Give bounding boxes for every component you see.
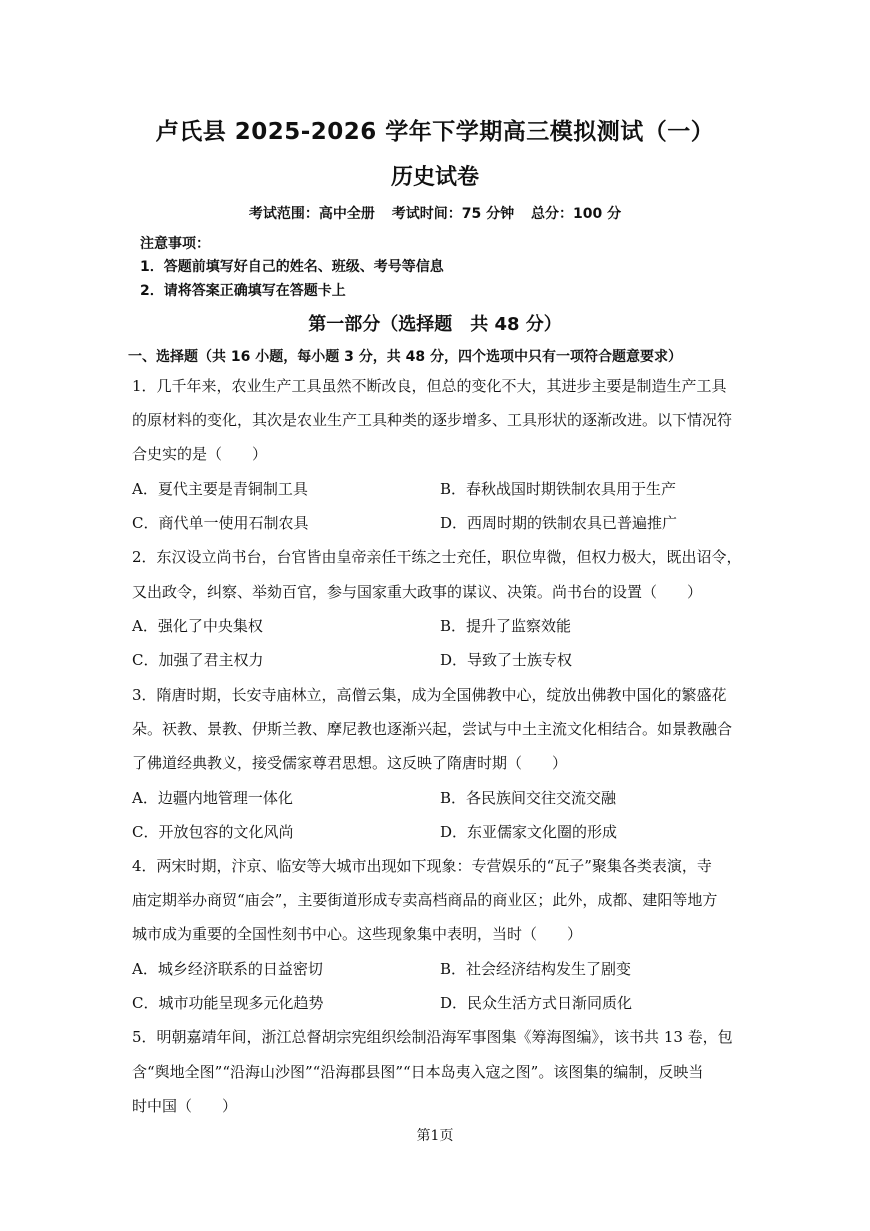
option-c[interactable]: C．开放包容的文化风尚: [132, 823, 294, 841]
option-c[interactable]: C．城市功能呈现多元化趋势: [132, 994, 324, 1012]
option-a[interactable]: A．边疆内地管理一体化: [132, 789, 293, 807]
question-1-text: 的原材料的变化，其次是农业生产工具种类的逐步增多、工具形状的逐渐改进。以下情况符: [132, 411, 733, 429]
question-4-text: 庙定期举办商贸“庙会”，主要街道形成专卖高档商品的商业区；此外，成都、建阳等地方: [132, 891, 718, 909]
option-a[interactable]: A．强化了中央集权: [132, 617, 263, 635]
exam-score: 总分：100 分: [531, 206, 622, 222]
option-d[interactable]: D．导致了士族专权: [440, 651, 573, 669]
option-b[interactable]: B．社会经济结构发生了剧变: [440, 960, 632, 978]
question-3-text: 朵。祆教、景教、伊斯兰教、摩尼教也逐渐兴起，尝试与中土主流文化相结合。如景教融合: [132, 720, 733, 738]
section-title: 一、选择题（共 16 小题，每小题 3 分，共 48 分，四个选项中只有一项符合题意要求）: [128, 349, 682, 365]
option-c[interactable]: C．商代单一使用石制农具: [132, 514, 309, 532]
page-number: 第1页: [416, 1128, 454, 1144]
question-4-text: 4．两宋时期，汴京、临安等大城市出现如下现象：专营娱乐的“瓦子”聚集各类表演，寺: [132, 857, 712, 875]
question-2-text: 又出政令，纠察、举劾百官，参与国家重大政事的谋议、决策。尚书台的设置（ ）: [132, 583, 703, 601]
question-5-text: 5．明朝嘉靖年间，浙江总督胡宗宪组织绘制沿海军事图集《筹海图编》，该书共 13 卷，包: [132, 1028, 733, 1046]
option-b[interactable]: B．春秋战国时期铁制农具用于生产: [440, 480, 677, 498]
exam-info: [0, 203, 870, 223]
question-1-text: 1．几千年来，农业生产工具虽然不断改良，但总的变化不大，其进步主要是制造生产工具: [132, 377, 727, 395]
notice-item: 2．请将答案正确填写在答题卡上: [140, 283, 346, 299]
option-d[interactable]: D．东亚儒家文化圈的形成: [440, 823, 618, 841]
question-3-text: 3．隋唐时期，长安寺庙林立，高僧云集，成为全国佛教中心，绽放出佛教中国化的繁盛花: [132, 686, 727, 704]
question-4-text: 城市成为重要的全国性刻书中心。这些现象集中表明，当时（ ）: [132, 925, 583, 943]
option-b[interactable]: B．各民族间交往交流交融: [440, 789, 617, 807]
option-a[interactable]: A．夏代主要是青铜制工具: [132, 480, 308, 498]
notice-item: 1．答题前填写好自己的姓名、班级、考号等信息: [140, 259, 444, 275]
option-a[interactable]: A．城乡经济联系的日益密切: [132, 960, 323, 978]
option-c[interactable]: C．加强了君主权力: [132, 651, 264, 669]
question-1-text: 合史实的是（ ）: [132, 445, 268, 463]
exam-scope: 考试范围：高中全册: [248, 206, 375, 222]
option-d[interactable]: D．西周时期的铁制农具已普遍推广: [440, 514, 678, 532]
exam-title: 卢氏县 2025-2026 学年下学期高三模拟测试（一）: [155, 119, 715, 145]
question-2-text: 2．东汉设立尚书台，台官皆由皇帝亲任干练之士充任，职位卑微，但权力极大，既出诏令，: [132, 548, 742, 566]
notice-heading: 注意事项：: [140, 236, 210, 252]
question-5-text: 含“舆地全图”“沿海山沙图”“沿海郡县图”“日本岛夷入寇之图”。该图集的编制，反映当: [132, 1063, 704, 1081]
exam-time: 考试时间：75 分钟: [391, 206, 515, 222]
question-3-text: 了佛道经典教义，接受儒家尊君思想。这反映了隋唐时期（ ）: [132, 754, 568, 772]
option-b[interactable]: B．提升了监察效能: [440, 617, 572, 635]
option-d[interactable]: D．民众生活方式日渐同质化: [440, 994, 633, 1012]
part-title: 第一部分（选择题 共 48 分）: [308, 314, 562, 335]
question-5-text: 时中国（ ）: [132, 1097, 238, 1115]
exam-subtitle: 历史试卷: [390, 165, 479, 190]
